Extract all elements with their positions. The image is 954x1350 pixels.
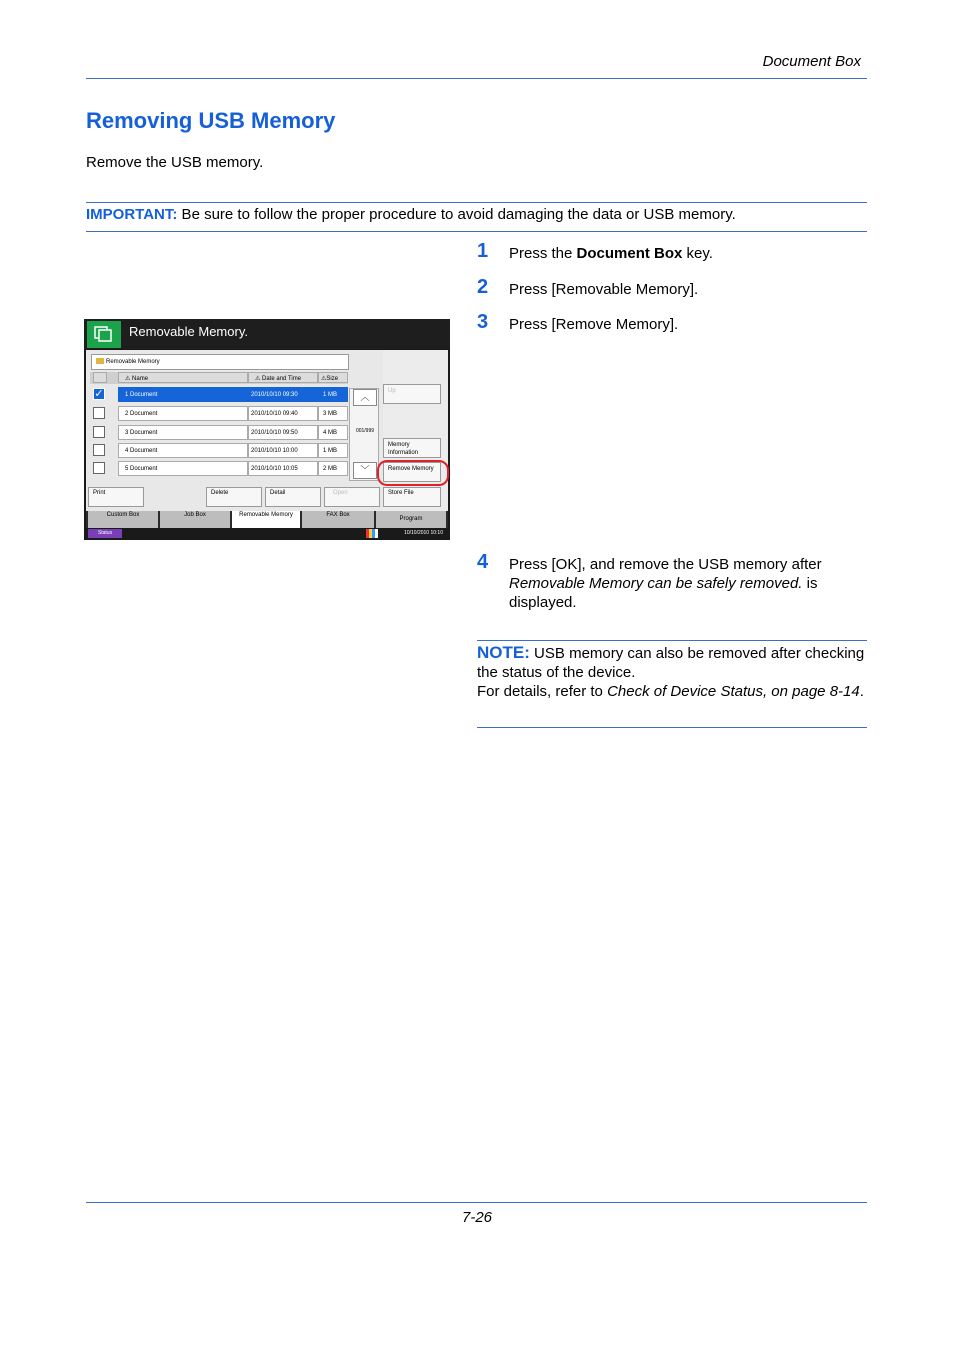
column-size[interactable]: ⚠Size	[318, 372, 348, 383]
step-number: 2	[477, 276, 489, 298]
status-button[interactable]: Status	[88, 529, 122, 538]
detail-button[interactable]: Detail	[265, 487, 321, 507]
note-rule-bottom	[477, 727, 867, 728]
row-name: 1 Document	[118, 387, 248, 402]
row-size: 4 MB	[318, 425, 348, 440]
delete-button[interactable]: Delete	[206, 487, 262, 507]
row-date: 2010/10/10 09:30	[248, 387, 318, 402]
tab-program[interactable]: Program	[376, 511, 446, 528]
step-number: 4	[477, 551, 489, 573]
print-button[interactable]: Print	[88, 487, 144, 507]
row-name: 4 Document	[118, 443, 248, 458]
table-row[interactable]	[90, 405, 348, 422]
document-box-icon	[87, 321, 121, 348]
status-datetime: 10/10/2010 10:10	[404, 530, 443, 536]
header-section: Document Box	[762, 53, 861, 70]
table-row[interactable]	[90, 424, 348, 441]
breadcrumb	[91, 354, 349, 370]
row-checkbox[interactable]	[93, 426, 105, 438]
important-rule-bottom	[86, 231, 867, 232]
open-button[interactable]: Open	[324, 487, 380, 507]
step-text: Press the	[509, 245, 577, 262]
step-key: Document Box	[576, 245, 683, 262]
row-checkbox[interactable]: ✓	[94, 388, 104, 400]
tab-fax-box[interactable]: FAX Box	[302, 511, 374, 528]
breadcrumb-text: Removable Memory	[106, 359, 160, 365]
toner-icon	[366, 529, 378, 538]
column-size-label: Size	[326, 376, 339, 382]
table-row[interactable]	[90, 442, 348, 459]
screen-body	[86, 350, 448, 511]
page-number	[0, 1209, 954, 1226]
row-checkbox[interactable]	[93, 407, 105, 419]
row-size: 3 MB	[318, 406, 348, 421]
step-number: 1	[477, 240, 489, 262]
row-checkbox[interactable]	[93, 462, 105, 474]
step-text: key.	[682, 245, 713, 262]
row-date: 2010/10/10 10:00	[248, 443, 318, 458]
folder-icon	[96, 358, 104, 364]
scroll-panel	[349, 388, 379, 481]
note-text: USB memory can also be removed after checking the status of the device.	[477, 645, 865, 681]
page-number-text: 7-26	[461, 1209, 493, 1226]
device-screen	[84, 319, 450, 540]
page-indicator: 001/999	[355, 428, 375, 434]
step-text: is displayed.	[509, 575, 818, 611]
step-text: Press [Remove Memory].	[509, 316, 679, 333]
step-number: 3	[477, 311, 489, 333]
row-date: 2010/10/10 09:50	[248, 425, 318, 440]
note-rule-top	[477, 640, 867, 641]
status-bar	[86, 528, 448, 539]
file-list-header	[90, 372, 348, 384]
important-text: Be sure to follow the proper procedure to avoid damaging the data or USB memory.	[177, 206, 736, 223]
screen-title: Removable Memory.	[129, 324, 248, 339]
column-date[interactable]: ⚠ Date and Time	[248, 372, 318, 383]
note-box	[477, 643, 867, 701]
page-title: Removing USB Memory	[86, 108, 336, 133]
table-row[interactable]	[90, 386, 348, 403]
screen-header	[84, 319, 450, 349]
step-text: Press [Removable Memory].	[509, 281, 699, 298]
note-ref-link[interactable]: Check of Device Status, on page 8-14	[607, 683, 860, 700]
tab-custom-box[interactable]: Custom Box	[88, 511, 158, 528]
remove-memory-button[interactable]: Remove Memory	[383, 462, 441, 482]
tab-bar	[86, 511, 448, 528]
column-name[interactable]: ⚠ Name	[118, 372, 248, 383]
column-date-label: Date and Time	[262, 376, 302, 382]
row-date: 2010/10/10 09:40	[248, 406, 318, 421]
row-size: 2 MB	[318, 461, 348, 476]
header-rule	[86, 78, 867, 79]
row-name: 2 Document	[118, 406, 248, 421]
footer-rule	[86, 1202, 867, 1203]
select-all-checkbox[interactable]	[93, 372, 107, 383]
scroll-up-button[interactable]: ︿	[353, 389, 377, 406]
step-message: Removable Memory can be safely removed.	[509, 575, 803, 592]
row-checkbox[interactable]	[93, 444, 105, 456]
row-date: 2010/10/10 10:05	[248, 461, 318, 476]
store-file-button[interactable]: Store File	[383, 487, 441, 507]
highlight-ring	[377, 460, 449, 486]
important-rule-top	[86, 202, 867, 203]
note-ref-pre: For details, refer to	[477, 683, 608, 700]
row-name: 5 Document	[118, 461, 248, 476]
memory-information-button[interactable]: Memory Information	[383, 438, 441, 458]
intro-text: Remove the USB memory.	[86, 154, 264, 171]
step-text: Press [OK], and remove the USB memory after	[509, 556, 822, 573]
tab-job-box[interactable]: Job Box	[160, 511, 230, 528]
column-name-label: Name	[132, 376, 149, 382]
table-row[interactable]	[90, 460, 348, 477]
important-box	[86, 206, 736, 223]
row-size: 1 MB	[318, 443, 348, 458]
tab-removable-memory[interactable]: Removable Memory	[232, 511, 300, 528]
note-ref-post: .	[859, 683, 864, 700]
note-label: NOTE:	[477, 643, 530, 662]
row-size: 1 MB	[318, 387, 348, 402]
row-name: 3 Document	[118, 425, 248, 440]
important-label: IMPORTANT:	[86, 206, 178, 223]
up-label: Up	[388, 388, 396, 394]
scroll-down-button[interactable]: ﹀	[353, 462, 377, 479]
up-button[interactable]	[383, 384, 441, 404]
